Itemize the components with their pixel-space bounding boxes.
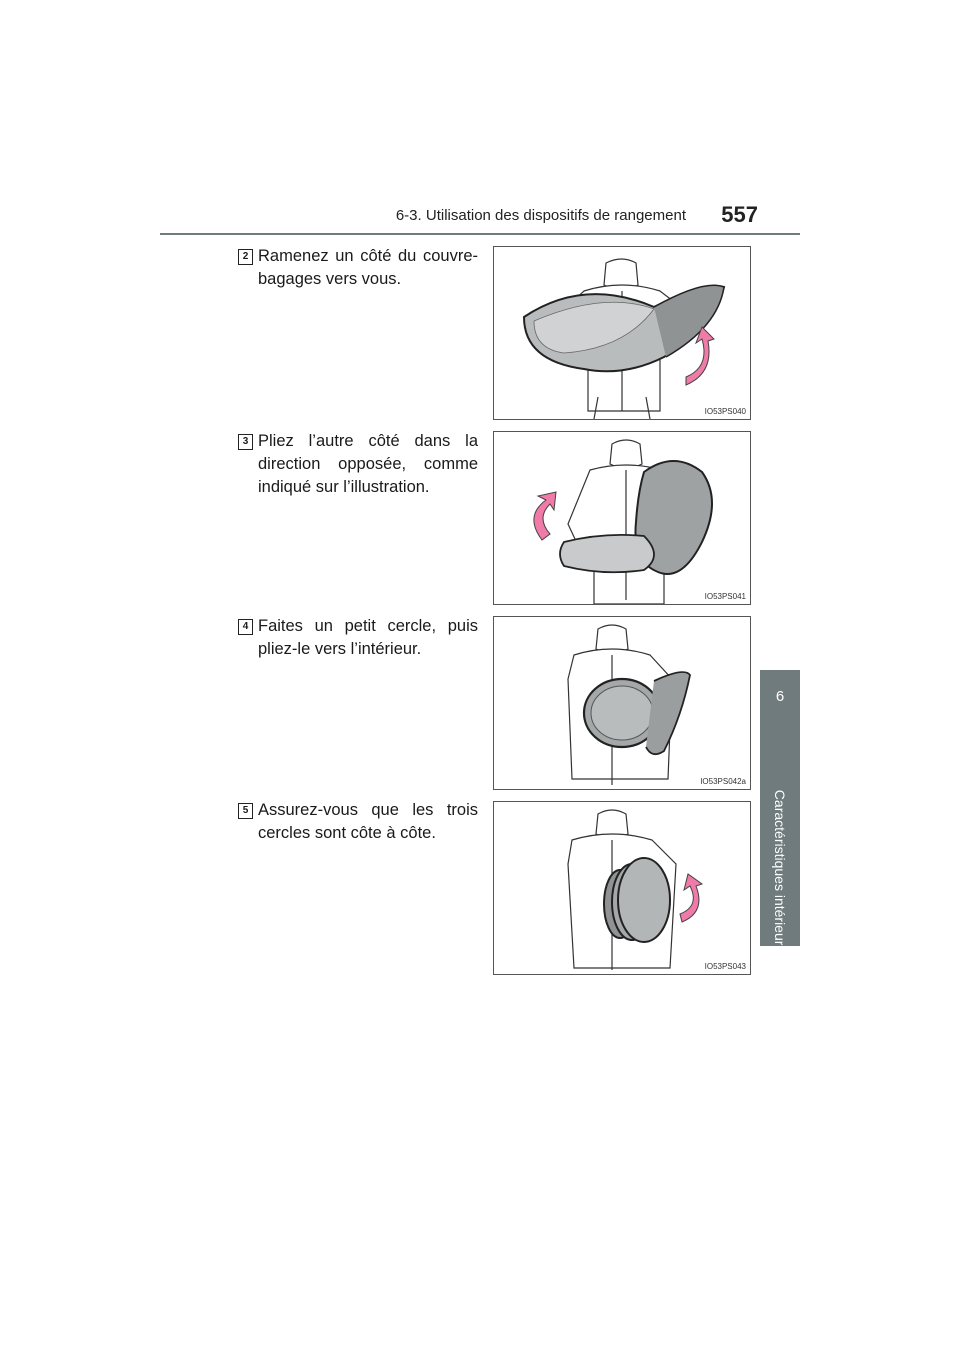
person-folding-cover-illustration (494, 802, 750, 974)
illustration-step-4 (493, 616, 751, 790)
image-code: IO53PS040 (704, 407, 746, 416)
image-code: IO53PS042a (700, 777, 746, 786)
header-rule (160, 233, 800, 235)
step-number-badge: 3 (238, 434, 253, 450)
step-text: Ramenez un côté du couvre-bagages vers vous. (258, 247, 478, 288)
person-folding-cover-illustration (494, 617, 750, 789)
chapter-title: Caractéristiques intérieures (772, 789, 788, 961)
step-text: Pliez l’autre côté dans la direction opposée, comme indiqué sur l’illustration. (258, 432, 478, 496)
page-header (160, 200, 800, 234)
illustration-step-5 (493, 801, 751, 975)
image-code: IO53PS043 (704, 962, 746, 971)
step-number-badge: 4 (238, 619, 253, 635)
person-folding-cover-illustration (494, 432, 750, 604)
illustration-step-2 (493, 246, 751, 420)
section-title: 6-3. Utilisation des dispositifs de rangement (395, 207, 686, 224)
chapter-number: 6 (775, 688, 785, 705)
step-number-badge: 2 (238, 249, 253, 265)
illustration-step-3 (493, 431, 751, 605)
step-text: Faites un petit cercle, puis pliez-le vers l’intérieur. (258, 617, 478, 658)
step-text: Assurez-vous que les trois cercles sont côte à côte. (258, 801, 478, 842)
chapter-side-tab (760, 670, 800, 961)
image-code: IO53PS041 (704, 592, 746, 601)
step-number-badge: 5 (238, 803, 253, 819)
person-folding-cover-illustration (494, 247, 750, 419)
page-number: 557 (721, 202, 758, 227)
